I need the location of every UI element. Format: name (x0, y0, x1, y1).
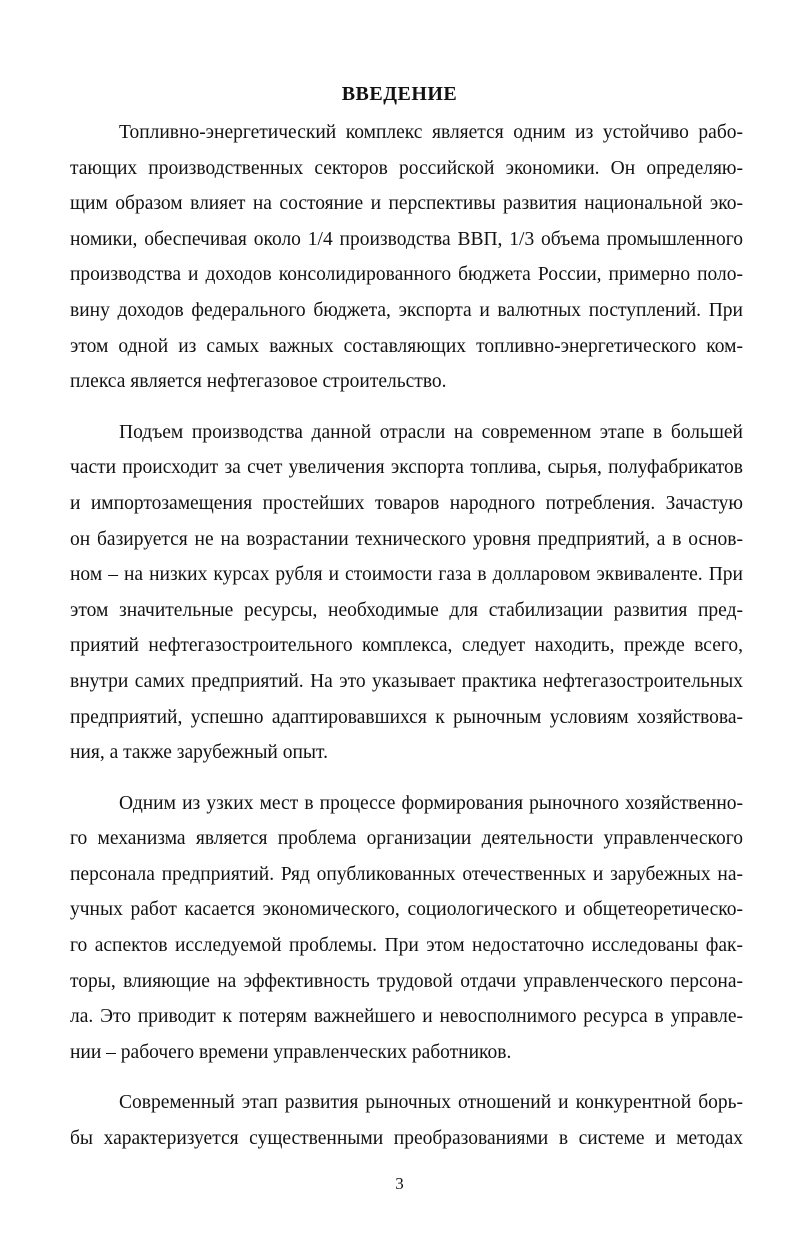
text-line: ном – на низких курсах рубля и стоимости газа в долларовом эквиваленте. При (70, 564, 743, 586)
text-line: учных работ касается экономического, социологического и общетеоретическо- (70, 899, 743, 921)
text-line: производства и доходов консолидированного бюджета России, примерно поло- (70, 264, 743, 286)
paragraph-3 (70, 786, 743, 1071)
text-line: торы, влияющие на эффективность трудовой отдачи управленческого персона- (70, 970, 743, 992)
page-number: 3 (395, 1174, 404, 1193)
text-line: щим образом влияет на состояние и перспективы развития национальной эко- (70, 193, 743, 215)
paragraph-2 (70, 415, 743, 771)
text-line: го механизма является проблема организации деятельности управленческого (70, 828, 743, 850)
text-line: ла. Это приводит к потерям важнейшего и невосполнимого ресурса в управле- (70, 1006, 743, 1028)
text-line: нии – рабочего времени управленческих работников. (70, 1041, 512, 1063)
text-line: плекса является нефтегазовое строительство. (70, 371, 447, 393)
text-line: ния, а также зарубежный опыт. (70, 742, 328, 764)
text-line: персонала предприятий. Ряд опубликованных отечественных и зарубежных на- (70, 863, 743, 885)
text-line: этом значительные ресурсы, необходимые для стабилизации развития пред- (70, 599, 743, 621)
page-title: ВВЕДЕНИЕ (341, 83, 458, 105)
text-line: го аспектов исследуемой проблемы. При этом недостаточно исследованы фак- (70, 935, 743, 957)
text-line: и импортозамещения простейших товаров народного потребления. Зачастую (70, 492, 743, 514)
text-line: части происходит за счет увеличения экспорта топлива, сырья, полуфабрикатов (70, 457, 743, 479)
text-line: Подъем производства данной отрасли на современном этапе в большей (119, 421, 743, 443)
text-line: Одним из узких мест в процессе формирования рыночного хозяйственно- (119, 792, 743, 814)
text-line: вину доходов федерального бюджета, экспорта и валютных поступлений. При (70, 299, 743, 321)
paragraph-4 (70, 1085, 743, 1156)
text-line: Топливно-энергетический комплекс является одним из устойчиво рабо- (119, 122, 743, 143)
text-line: предприятий, успешно адаптировавшихся к рыночным условиям хозяйствова- (70, 706, 743, 728)
text-line: бы характеризуется существенными преобразованиями в системе и методах (70, 1128, 743, 1150)
text-line: Современный этап развития рыночных отношений и конкурентной борь- (119, 1092, 743, 1114)
text-line: тающих производственных секторов российской экономики. Он определяю- (70, 157, 743, 179)
text-line: внутри самих предприятий. На это указывает практика нефтегазостроительных (70, 670, 743, 692)
body-text (70, 115, 743, 1157)
paragraph-1 (70, 115, 743, 400)
text-line: он базируется не на возрастании технического уровня предприятий, а в основ- (70, 528, 743, 550)
text-line: этом одной из самых важных составляющих топливно-энергетического ком- (70, 335, 743, 357)
text-line: номики, обеспечивая около 1/4 производства ВВП, 1/3 объема промышленного (70, 228, 743, 250)
text-line: приятий нефтегазостроительного комплекса, следует находить, прежде всего, (70, 635, 743, 657)
